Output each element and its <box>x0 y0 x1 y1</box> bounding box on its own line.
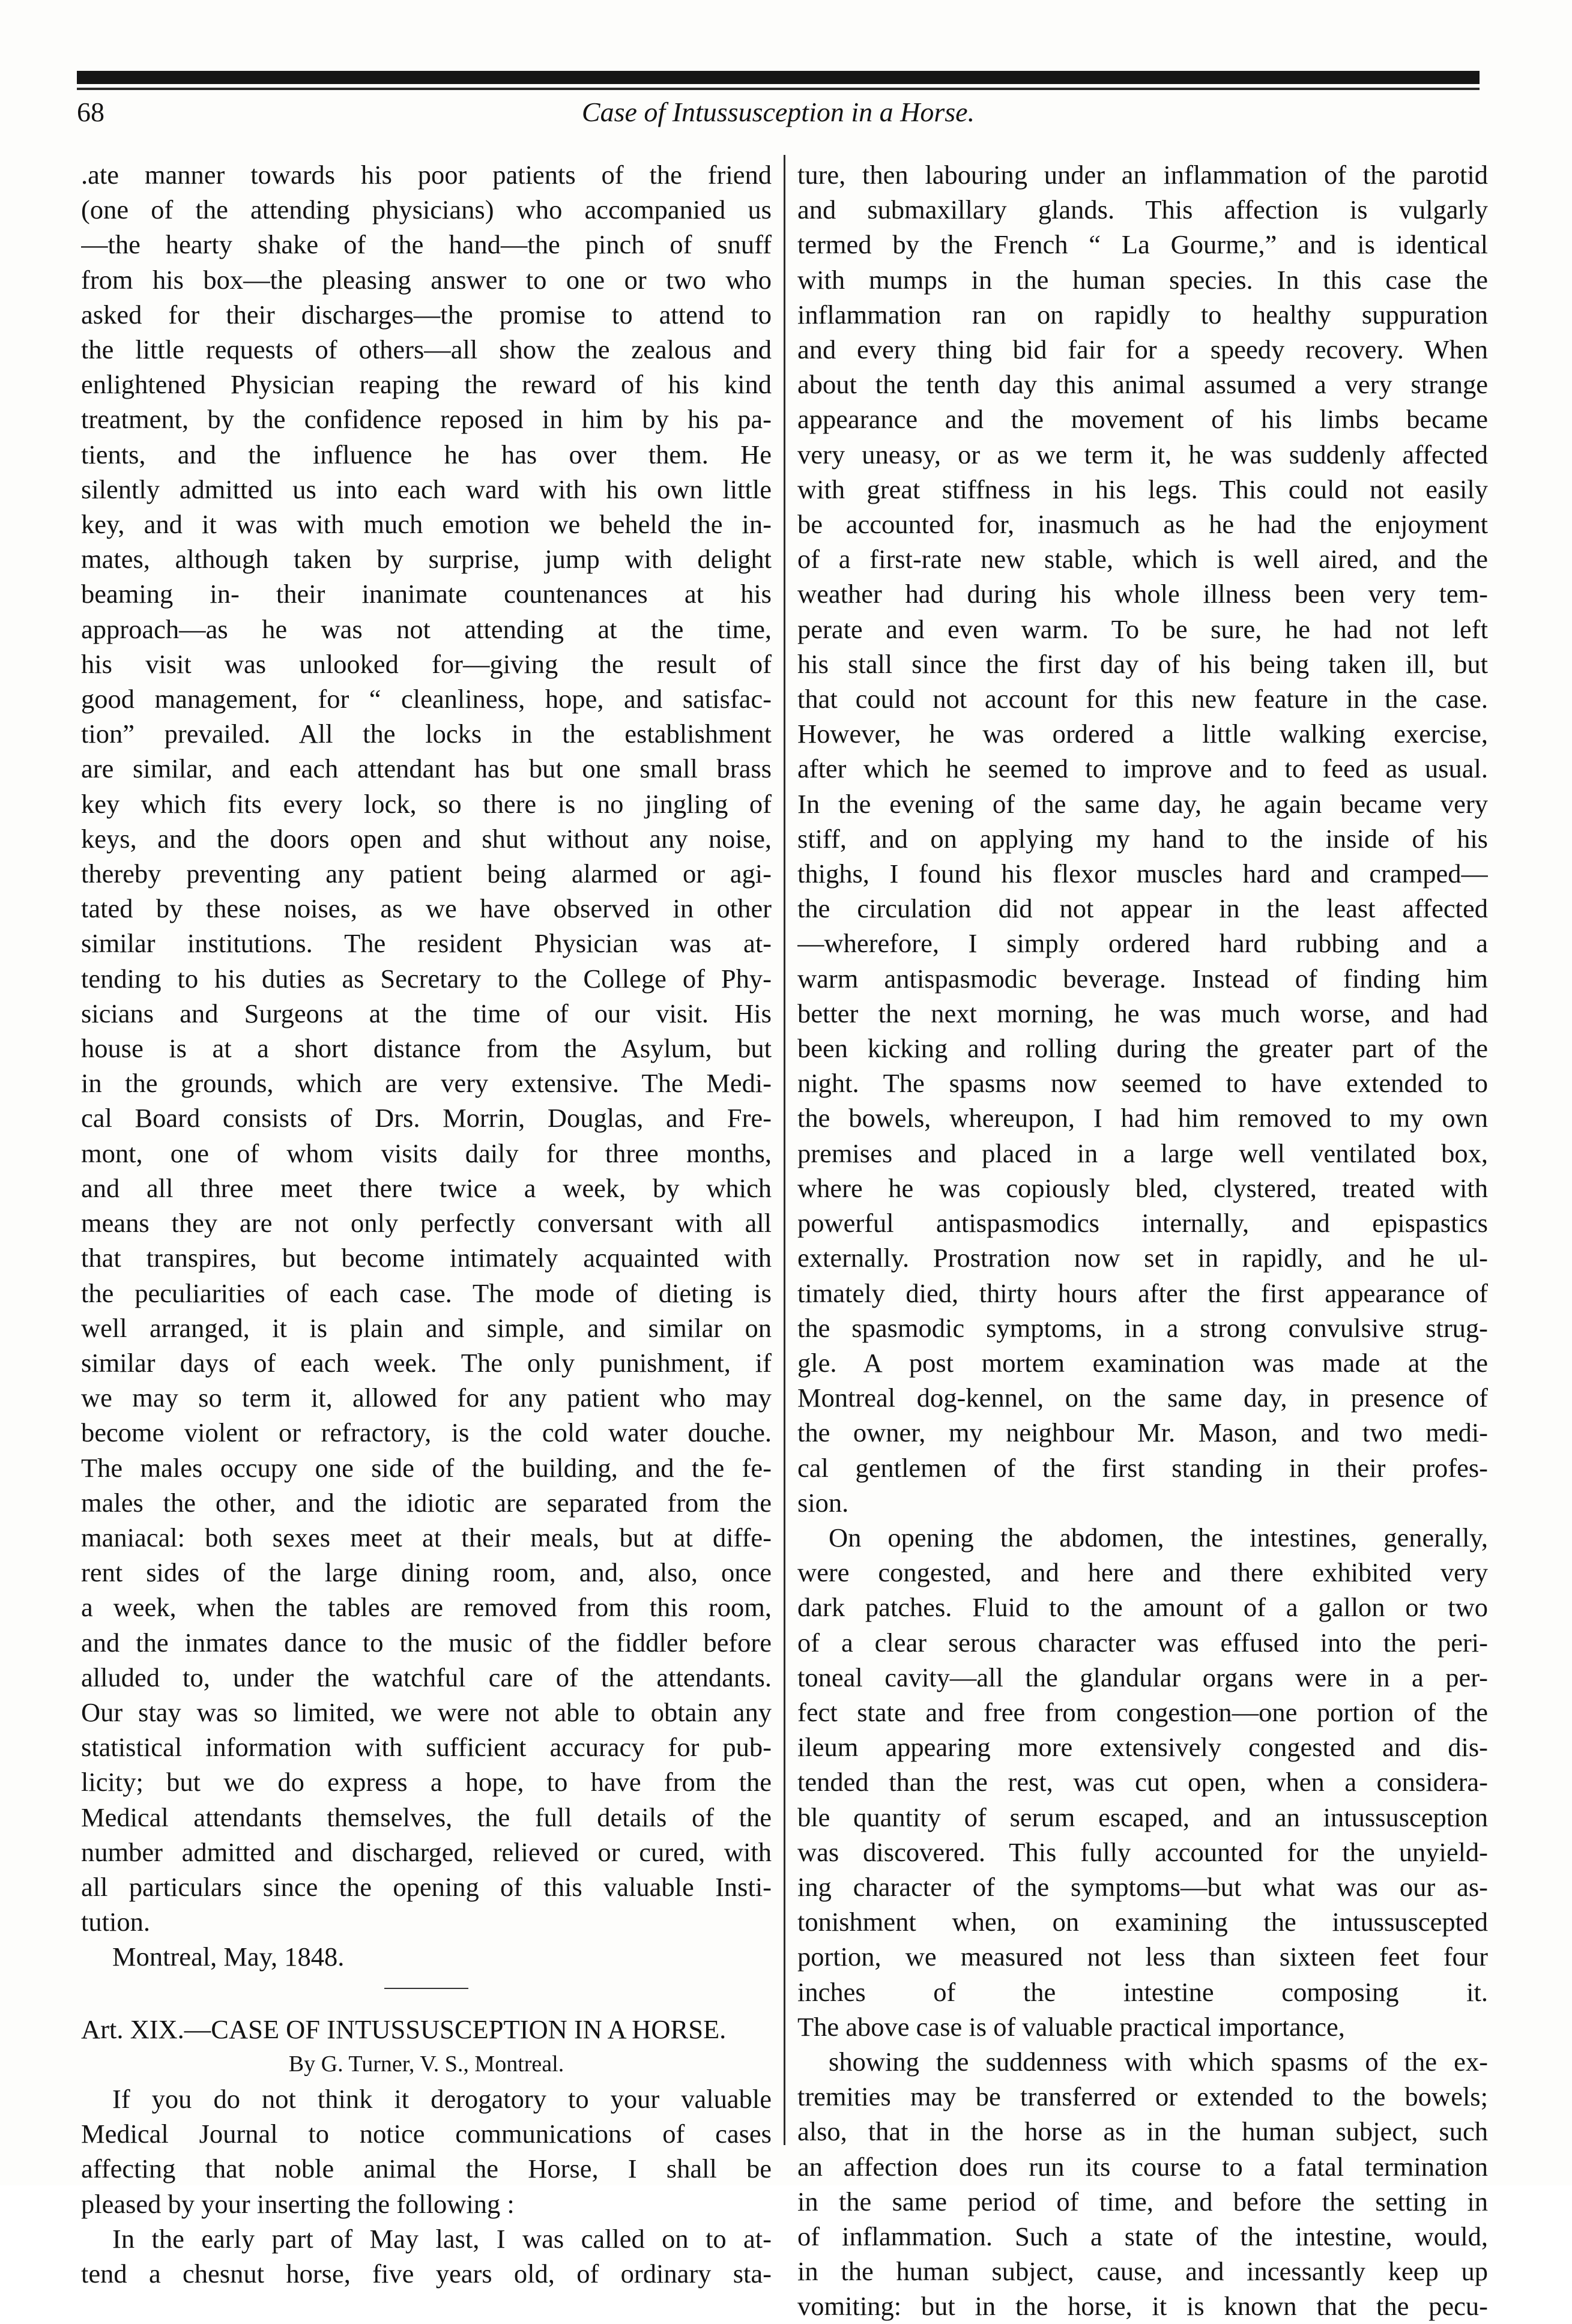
right-body-text <box>797 157 1488 2324</box>
text-line: after which he seemed to improve and to feed as usual. <box>797 753 1488 784</box>
text-line: key which fits every lock, so there is no jingling of <box>81 788 772 819</box>
text-line: ing character of the symptoms—but what was our as- <box>797 1871 1488 1902</box>
text-line: The males occupy one side of the building, and the fe- <box>81 1452 772 1483</box>
text-line: alluded to, under the watchful care of the attendants. <box>81 1662 772 1692</box>
text-line: statistical information with sufficient accuracy for pub- <box>81 1732 772 1763</box>
text-line: In the evening of the same day, he again became very <box>797 788 1488 819</box>
text-line: similar days of each week. The only punishment, if <box>81 1347 772 1378</box>
text-line: affecting that noble animal the Horse, I shall be <box>81 2153 772 2184</box>
text-line: about the tenth day this animal assumed a very strange <box>797 369 1488 400</box>
text-line: tated by these noises, as we have observed in other <box>81 893 772 924</box>
text-line: cal gentlemen of the first standing in their profes- <box>797 1452 1488 1483</box>
text-line: (one of the attending physicians) who accompanied us <box>81 195 772 225</box>
signoff-line: Montreal, May, 1848. <box>112 1942 345 1972</box>
text-line: similar institutions. The resident Physician was at- <box>81 928 772 959</box>
text-line: with mumps in the human species. In this case the <box>797 264 1488 295</box>
text-line: were congested, and here and there exhibited very <box>797 1557 1488 1588</box>
text-line: been kicking and rolling during the greater part of the <box>797 1033 1488 1064</box>
text-line: very uneasy, or as we term it, he was suddenly affected <box>797 439 1488 469</box>
text-line: an affection does run its course to a fatal termination <box>797 2151 1488 2182</box>
article-heading: Art. XIX.—CASE OF INTUSSUSCEPTION IN A HORSE. <box>81 2014 727 2044</box>
text-line: cal Board consists of Drs. Morrin, Douglas, and Fre- <box>81 1103 772 1133</box>
text-line: house is at a short distance from the Asylum, but <box>81 1033 772 1064</box>
text-line: of inflammation. Such a state of the intestine, would, <box>797 2221 1488 2251</box>
column-divider <box>784 155 785 2145</box>
text-line: also, that in the horse as in the human subject, such <box>797 2116 1488 2147</box>
text-line: warm antispasmodic beverage. Instead of finding him <box>797 963 1488 994</box>
text-line: On opening the abdomen, the intestines, generally, <box>829 1522 1488 1553</box>
text-line: ture, then labouring under an inflammation of the parotid <box>797 160 1488 190</box>
text-line: better the next morning, he was much worse, and had <box>797 998 1488 1028</box>
text-line: treatment, by the confidence reposed in him by his pa- <box>81 404 772 435</box>
text-line: inches of the intestine composing it. <box>797 1976 1488 2007</box>
text-line: well arranged, it is plain and simple, and similar on <box>81 1312 772 1343</box>
text-line: perate and even warm. To be sure, he had not left <box>797 614 1488 644</box>
text-line: termed by the French “ La Gourme,” and is identical <box>797 229 1488 260</box>
text-line: rent sides of the large dining room, and, also, once <box>81 1557 772 1588</box>
header-rule-thick <box>77 71 1480 84</box>
left-body-text <box>81 157 772 1939</box>
text-line: Our stay was so limited, we were not able to obtain any <box>81 1697 772 1727</box>
text-line: his visit was unlooked for—giving the result of <box>81 648 772 679</box>
text-line: toneal cavity—all the glandular organs were in a per- <box>797 1662 1488 1692</box>
text-line: all particulars since the opening of this valuable Insti- <box>81 1871 772 1902</box>
text-line: that transpires, but become intimately acquainted with <box>81 1243 772 1273</box>
text-line: ileum appearing more extensively congested and dis- <box>797 1732 1488 1763</box>
text-line: mates, although taken by surprise, jump with delight <box>81 544 772 575</box>
text-line: stiff, and on applying my hand to the inside of his <box>797 823 1488 854</box>
text-line: However, he was ordered a little walking exercise, <box>797 719 1488 749</box>
text-line: of a first-rate new stable, which is well aired, and the <box>797 544 1488 575</box>
text-line: tients, and the influence he has over them. He <box>81 439 772 469</box>
text-line: beaming in- their inanimate countenances at his <box>81 579 772 609</box>
text-line: tremities may be transferred or extended to the bowels; <box>797 2081 1488 2112</box>
text-line: In the early part of May last, I was called on to at- <box>112 2223 772 2254</box>
text-line: ble quantity of serum escaped, and an intussusception <box>797 1802 1488 1832</box>
text-line: that could not account for this new feature in the case. <box>797 684 1488 714</box>
article-separator <box>384 1988 468 1989</box>
text-line: tended than the rest, was cut open, when a considera- <box>797 1767 1488 1797</box>
text-line: portion, we measured not less than sixteen feet four <box>797 1942 1488 1972</box>
text-line: the owner, my neighbour Mr. Mason, and two medi- <box>797 1417 1488 1448</box>
text-line: the bowels, whereupon, I had him removed to my own <box>797 1103 1488 1133</box>
text-line: be accounted for, inasmuch as he had the enjoyment <box>797 509 1488 540</box>
text-line: gle. A post mortem examination was made at the <box>797 1347 1488 1378</box>
text-line: Medical Journal to notice communications of cases <box>81 2119 772 2149</box>
text-line: The above case is of valuable practical importance, <box>797 2011 1345 2042</box>
text-line: become violent or refractory, is the cold water douche. <box>81 1417 772 1448</box>
text-line: good management, for “ cleanliness, hope, and satisfac- <box>81 684 772 714</box>
header-rule-thin <box>77 88 1480 90</box>
text-line: and submaxillary glands. This affection is vulgarly <box>797 195 1488 225</box>
text-line: premises and placed in a large well ventilated box, <box>797 1138 1488 1168</box>
text-line: where he was copiously bled, clystered, treated with <box>797 1173 1488 1203</box>
text-line: keys, and the doors open and shut without any noise, <box>81 823 772 854</box>
text-line: Medical attendants themselves, the full details of the <box>81 1802 772 1832</box>
text-line: Montreal dog-kennel, on the same day, in presence of <box>797 1383 1488 1413</box>
text-line: mont, one of whom visits daily for three months, <box>81 1138 772 1168</box>
text-line: in the human subject, cause, and incessantly keep up <box>797 2256 1488 2287</box>
text-line: in the grounds, which are very extensive. The Medi- <box>81 1068 772 1099</box>
text-line: the spasmodic symptoms, in a strong convulsive strug- <box>797 1312 1488 1343</box>
text-line: fect state and free from congestion—one portion of the <box>797 1697 1488 1727</box>
running-title: Case of Intussusception in a Horse. <box>581 97 975 127</box>
text-line: appearance and the movement of his limbs became <box>797 404 1488 435</box>
text-line: asked for their discharges—the promise to attend to <box>81 299 772 330</box>
text-line: sicians and Surgeons at the time of our visit. His <box>81 998 772 1028</box>
text-line: night. The spasms now seemed to have extended to <box>797 1068 1488 1099</box>
text-line: was discovered. This fully accounted for the unyield- <box>797 1837 1488 1867</box>
text-line: dark patches. Fluid to the amount of a gallon or two <box>797 1592 1488 1623</box>
running-header <box>77 94 1480 136</box>
text-line: tending to his duties as Secretary to the College of Phy- <box>81 963 772 994</box>
left-column <box>81 157 772 2291</box>
text-line: a week, when the tables are removed from this room, <box>81 1592 772 1623</box>
text-line: enlightened Physician reaping the reward of his kind <box>81 369 772 400</box>
text-line: and the inmates dance to the music of the fiddler before <box>81 1627 772 1658</box>
article-intro-text <box>81 2081 772 2291</box>
text-line: showing the suddenness with which spasms of the ex- <box>829 2046 1488 2077</box>
text-line: tution. <box>81 1907 150 1937</box>
page-number: 68 <box>77 97 104 127</box>
text-line: the circulation did not appear in the least affected <box>797 893 1488 924</box>
text-line: tonishment when, on examining the intussuscepted <box>797 1907 1488 1937</box>
text-line: number admitted and discharged, relieved or cured, with <box>81 1837 772 1867</box>
text-line: and all three meet there twice a week, by which <box>81 1173 772 1203</box>
text-line: his stall since the first day of his being taken ill, but <box>797 648 1488 679</box>
text-line: are similar, and each attendant has but one small brass <box>81 753 772 784</box>
text-line: the peculiarities of each case. The mode of dieting is <box>81 1278 772 1308</box>
text-line: weather had during his whole illness been very tem- <box>797 579 1488 609</box>
text-line: licity; but we do express a hope, to have from the <box>81 1767 772 1797</box>
text-line: in the same period of time, and before the setting in <box>797 2186 1488 2217</box>
text-line: approach—as he was not attending at the time, <box>81 614 772 644</box>
text-line: pleased by your inserting the following : <box>81 2188 515 2219</box>
text-line: timately died, thirty hours after the first appearance of <box>797 1278 1488 1308</box>
text-line: of a clear serous character was effused into the peri- <box>797 1627 1488 1658</box>
text-line: inflammation ran on rapidly to healthy suppuration <box>797 299 1488 330</box>
text-line: silently admitted us into each ward with his own little <box>81 474 772 504</box>
text-line: tion” prevailed. All the locks in the establishment <box>81 719 772 749</box>
text-line: and every thing bid fair for a speedy recovery. When <box>797 334 1488 365</box>
text-line: —the hearty shake of the hand—the pinch of snuff <box>81 229 772 260</box>
text-line: key, and it was with much emotion we beheld the in- <box>81 509 772 540</box>
right-column <box>797 157 1488 2324</box>
text-line: externally. Prostration now set in rapidly, and he ul- <box>797 1243 1488 1273</box>
text-line: thighs, I found his flexor muscles hard and cramped— <box>797 859 1488 889</box>
text-line: .ate manner towards his poor patients of the friend <box>81 160 772 190</box>
text-line: thereby preventing any patient being alarmed or agi- <box>81 859 772 889</box>
text-line: vomiting: but in the horse, it is known that the pecu- <box>797 2291 1488 2322</box>
text-line: we may so term it, allowed for any patient who may <box>81 1383 772 1413</box>
text-line: with great stiffness in his legs. This could not easily <box>797 474 1488 504</box>
text-line: means they are not only perfectly conversant with all <box>81 1208 772 1239</box>
text-line: males the other, and the idiotic are separated from the <box>81 1487 772 1518</box>
text-line: —wherefore, I simply ordered hard rubbing and a <box>797 928 1488 959</box>
text-line: the little requests of others—all show the zealous and <box>81 334 772 365</box>
text-line: sion. <box>797 1487 849 1518</box>
text-line: from his box—the pleasing answer to one or two who <box>81 264 772 295</box>
text-line: tend a chesnut horse, five years old, of ordinary sta- <box>81 2258 772 2289</box>
text-line: powerful antispasmodics internally, and epispastics <box>797 1208 1488 1239</box>
article-byline: By G. Turner, V. S., Montreal. <box>288 2051 564 2077</box>
text-line: maniacal: both sexes meet at their meals, but at diffe- <box>81 1522 772 1553</box>
text-line: If you do not think it derogatory to your valuable <box>112 2083 772 2114</box>
